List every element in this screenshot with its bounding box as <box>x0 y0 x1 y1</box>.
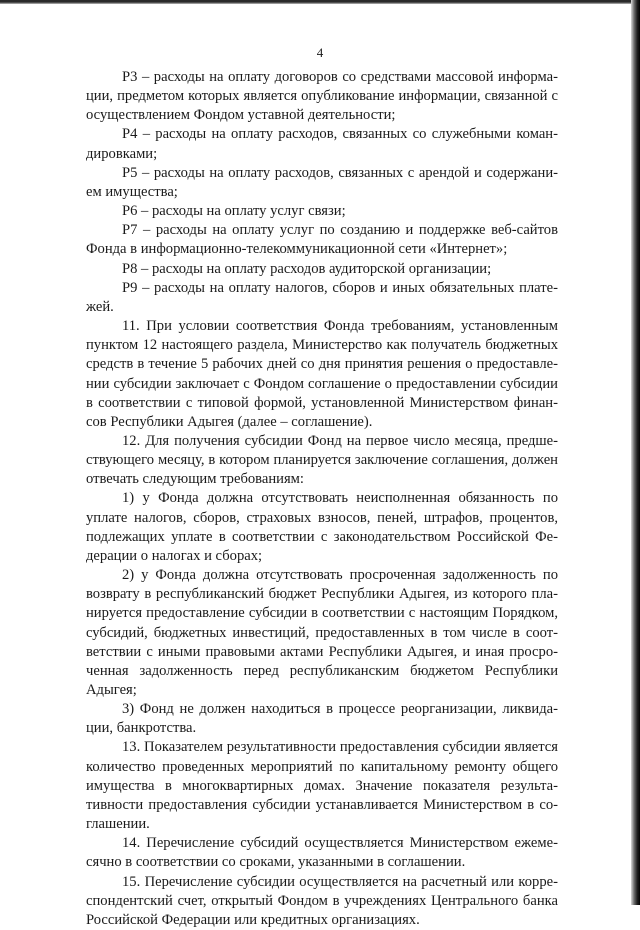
paragraph-13: 13. Показателем результативности предоставления субсидии является количество проведенных мероприятий по капитальному ремонту общего имущества в многоквартирных домах. Значение показателя результативности предоставления субсидии устанавливается Министерством в соглашении. <box>86 739 558 833</box>
paragraph-r8: Р8 – расходы на оплату расходов аудиторской организации; <box>122 260 492 277</box>
paragraph-r4: Р4 – расходы на оплату расходов, связанных со служебными командировками; <box>86 126 558 162</box>
paragraph-12-item-1: 1) у Фонда должна отсутствовать неисполненная обязанность по уплате налогов, сборов, страховых взносов, пеней, штрафов, процентов, подлежащих уплате в соответствии с законодательством Российской Федерации о налогах и сборах; <box>86 490 558 564</box>
document-body <box>86 68 558 930</box>
paragraph-12: 12. Для получения субсидии Фонд на первое число месяца, предшествующего месяцу, в котором планируется заключение соглашения, должен отвечать следующим требованиям: <box>86 432 558 488</box>
paragraph-14: 14. Перечисление субсидий осуществляется Министерством ежемесячно в соответствии со сроками, указанными в соглашении. <box>86 835 558 871</box>
paragraph-15: 15. Перечисление субсидии осуществляется на расчетный или корреспондентский счет, открытый Фондом в учреждениях Центрального банка Российской Федерации или кредитных организациях. <box>86 873 558 928</box>
paragraph-12-item-3: 3) Фонд не должен находиться в процессе реорганизации, ликвидации, банкротства. <box>86 701 558 737</box>
scan-right-edge <box>631 0 640 905</box>
paragraph-12-item-2: 2) у Фонда должна отсутствовать просроченная задолженность по возврату в республиканский бюджет Республики Адыгея, из которого планируется предоставление субсидии в соответствии с настоящим Порядком, субсидий, бюджетных инвестиций, предоставленных в том числе в соответствии с иными правовыми актами Республики Адыгея, и иная просроченная задолженность перед республиканским бюджетом Республики Адыгея; <box>86 567 558 698</box>
paragraph-r9: Р9 – расходы на оплату налогов, сборов и иных обязательных платежей. <box>86 279 558 315</box>
paragraph-11: 11. При условии соответствия Фонда требованиям, установленным пунктом 12 настоящего раздела, Министерство как получатель бюджетных средств в течение 5 рабочих дней со дня принятия решения о предоставлении субсидии заключает с Фондом соглашение о предоставлении субсидии в соответствии с типовой формой, установленной Министерством финансов Республики Адыгея (далее – соглашение). <box>86 318 558 430</box>
paragraph-r3: Р3 – расходы на оплату договоров со средствами массовой информации, предметом которых является опубликование информации, связанной с осуществлением Фондом уставной деятельности; <box>86 69 558 124</box>
paragraph-r7: Р7 – расходы на оплату услуг по созданию и поддержке веб-сайтов Фонда в информационно-телекоммуникационной сети «Интернет»; <box>86 222 558 258</box>
page-number: 4 <box>316 45 324 60</box>
scan-top-edge <box>0 0 640 4</box>
paragraph-r6: Р6 – расходы на оплату услуг связи; <box>122 203 346 220</box>
paragraph-r5: Р5 – расходы на оплату расходов, связанных с арендой и содержанием имущества; <box>86 164 558 200</box>
